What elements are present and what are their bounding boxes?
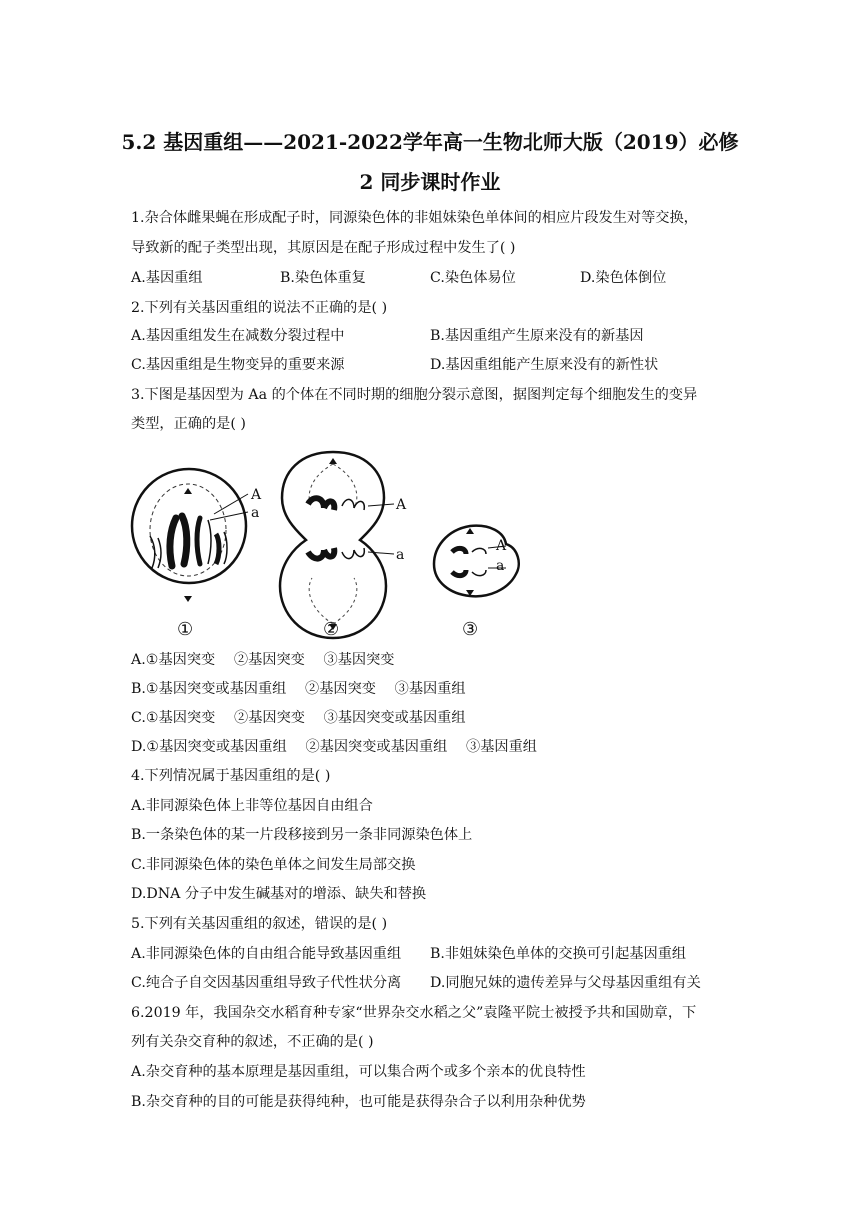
q2-option-c: C.基因重组是生物变异的重要来源 (131, 357, 345, 373)
q5-option-d: D.同胞兄妹的遗传差异与父母基因重组有关 (430, 975, 701, 991)
gene-label-A: A (496, 538, 507, 554)
question-3-stem-cont: 类型，正确的是( ) (131, 416, 246, 432)
figure-label-3: ③ (462, 619, 479, 640)
q2-option-b: B.基因重组产生原来没有的新基因 (430, 328, 644, 344)
q3-option-b: B.①基因突变或基因重组 ②基因突变 ③基因重组 (131, 681, 466, 697)
page-title-continued: 2 同步课时作业 (359, 170, 501, 194)
question-4-stem: 4.下列情况属于基因重组的是( ) (131, 768, 331, 784)
q4-option-c: C.非同源染色体的染色单体之间发生局部交换 (131, 857, 416, 873)
q4-option-b: B.一条染色体的某一片段移接到另一条非同源染色体上 (131, 827, 473, 843)
cell-1 (132, 469, 262, 602)
q1-option-d: D.染色体倒位 (580, 270, 667, 286)
cell-division-figure (128, 448, 548, 648)
svg-text:A: A (251, 487, 262, 503)
q3-option-a: A.①基因突变 ②基因突变 ③基因突变 (131, 652, 395, 668)
question-5-stem: 5.下列有关基因重组的叙述，错误的是( ) (131, 916, 388, 932)
q1-option-b: B.染色体重复 (280, 270, 366, 286)
q4-option-a: A.非同源染色体上非等位基因自由组合 (131, 798, 373, 814)
q4-option-d: D.DNA 分子中发生碱基对的增添、缺失和替换 (131, 886, 427, 902)
q2-option-d: D.基因重组能产生原来没有的新性状 (430, 357, 659, 373)
svg-text:a: a (396, 547, 405, 563)
q1-option-a: A.基因重组 (131, 270, 203, 286)
q5-option-c: C.纯合子自交因基因重组导致子代性状分离 (131, 975, 402, 991)
question-1-stem: 1.杂合体雌果蝇在形成配子时，同源染色体的非姐妹染色单体间的相应片段发生对等交换， (131, 210, 698, 226)
q3-option-d: D.①基因突变或基因重组 ②基因突变或基因重组 ③基因重组 (131, 739, 537, 755)
q5-option-a: A.非同源染色体的自由组合能导致基因重组 (131, 946, 402, 962)
question-3-stem: 3.下图是基因型为 Aa 的个体在不同时期的细胞分裂示意图，据图判定每个细胞发生的变异 (131, 387, 698, 403)
question-1-stem-cont: 导致新的配子类型出现，其原因是在配子形成过程中发生了( ) (131, 240, 516, 256)
svg-text:A: A (396, 497, 407, 513)
question-2-stem: 2.下列有关基因重组的说法不正确的是( ) (131, 300, 388, 316)
q6-option-a: A.杂交育种的基本原理是基因重组，可以集合两个或多个亲本的优良特性 (131, 1064, 586, 1080)
q5-option-b: B.非姐妹染色单体的交换可引起基因重组 (430, 946, 687, 962)
question-6-stem-cont: 列有关杂交育种的叙述，不正确的是( ) (131, 1034, 374, 1050)
question-6-stem: 6.2019 年，我国杂交水稻育种专家“世界杂交水稻之父”袁隆平院士被授予共和国勋章，下 (131, 1005, 697, 1021)
q2-option-a: A.基因重组发生在减数分裂过程中 (131, 328, 345, 344)
figure-label-2: ② (323, 619, 340, 640)
q6-option-b: B.杂交育种的目的可能是获得纯种，也可能是获得杂合子以利用杂种优势 (131, 1094, 586, 1110)
cell-division-diagram (128, 448, 548, 648)
gene-label-a: a (496, 558, 505, 574)
q3-option-c: C.①基因突变 ②基因突变 ③基因突变或基因重组 (131, 710, 466, 726)
cell-2 (280, 452, 407, 638)
q1-option-c: C.染色体易位 (430, 270, 516, 286)
figure-label-1: ① (177, 619, 194, 640)
page-title: 5.2 基因重组——2021-2022学年高一生物北师大版（2019）必修 (121, 130, 739, 154)
svg-text:a: a (251, 505, 260, 521)
